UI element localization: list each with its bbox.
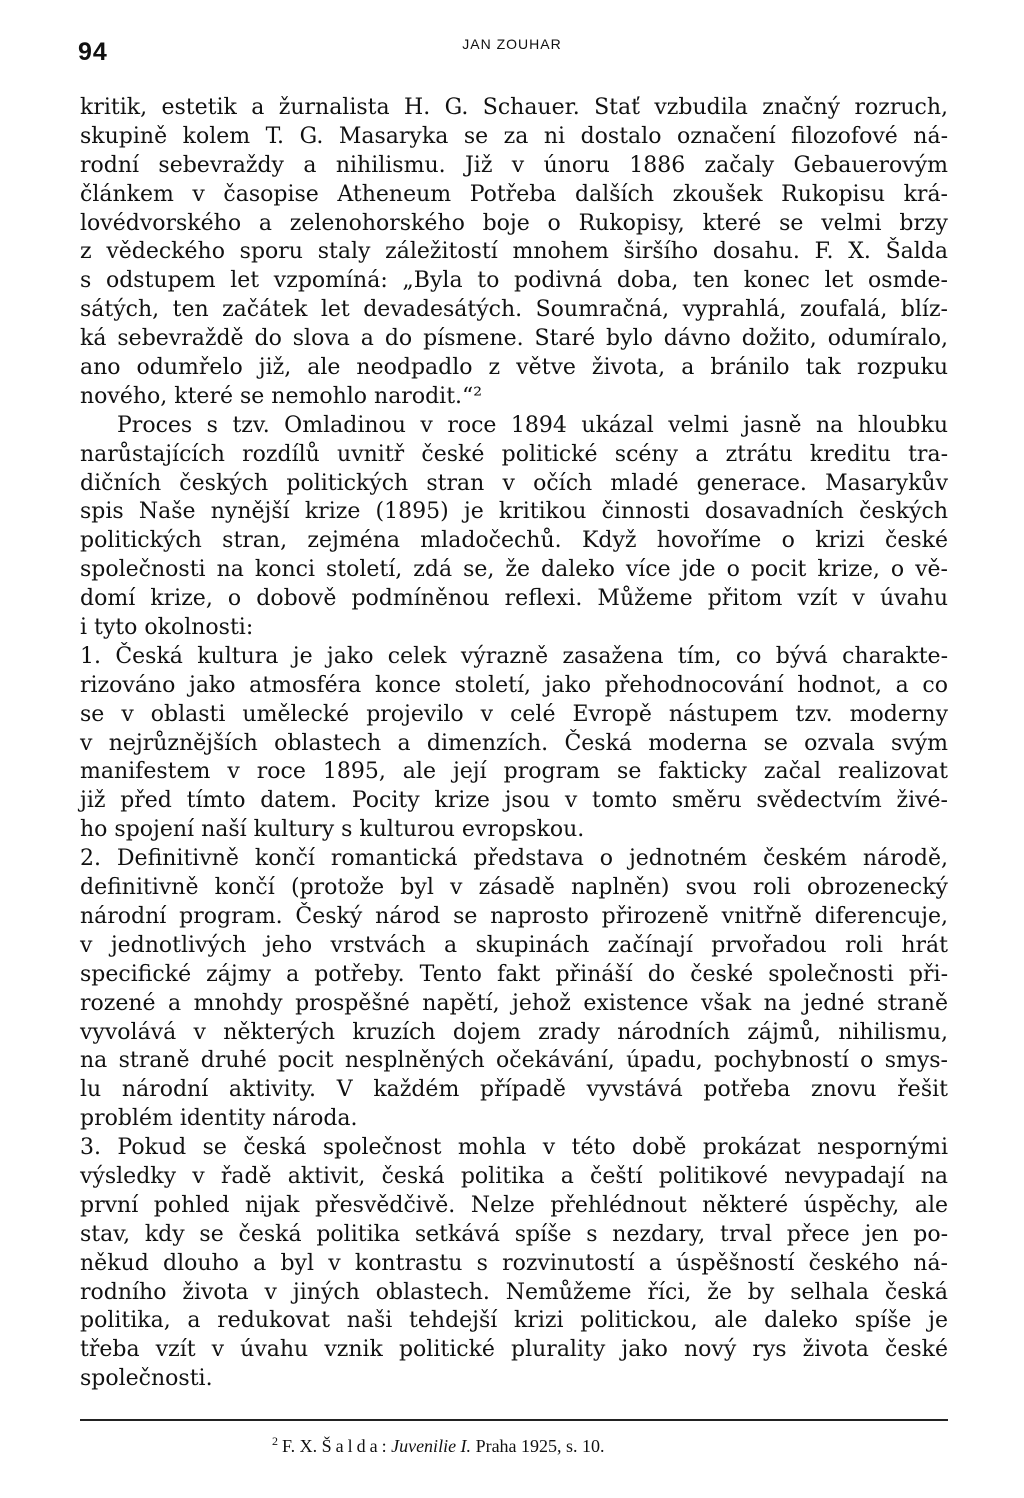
footnote-author-initials: F. X.: [282, 1436, 318, 1456]
text-line: v jednotlivých jeho vrstvách a skupinách začínají prvořadou roli hrát: [80, 932, 948, 958]
footnote-separator: :: [381, 1436, 387, 1456]
text-line: ká sebevraždě do slova a do písmene. Staré bylo dávno dožito, odumíralo,: [80, 326, 948, 352]
text-line: vyvolává v některých kruzích dojem zrady národních zájmů, nihilismu,: [80, 1019, 948, 1045]
text-line: problém identity národa.: [80, 1106, 358, 1132]
footnote-divider: [80, 1419, 948, 1421]
text-line: s odstupem let vzpomíná: „Byla to podivná doba, ten konec let osmde-: [80, 268, 948, 294]
text-line: politických stran, zejména mladočechů. Když hovoříme o krizi české: [80, 528, 948, 554]
text-line: politika, a redukovat naši tehdejší krizi politickou, ale daleko spíše je: [80, 1308, 948, 1334]
text-line: výsledky v řadě aktivit, česká politika a čeští politikové nevypadají na: [80, 1163, 948, 1189]
text-line: Proces s tzv. Omladinou v roce 1894 ukázal velmi jasně na hloubku: [117, 412, 948, 438]
text-line: 1. Česká kultura je jako celek výrazně zasažena tím, co bývá charakte-: [80, 643, 948, 669]
text-line: někud dlouho a byl v kontrastu s rozvinutostí a úspěšností českého ná-: [80, 1250, 948, 1276]
footnote-author-surname: Šalda: [321, 1436, 382, 1456]
text-line: definitivně končí (protože byl v zásadě naplněn) svou roli obrozenecký: [80, 875, 948, 901]
text-line: narůstajících rozdílů uvnitř české politické scény a ztrátu kreditu tra-: [80, 441, 948, 467]
text-line: národní program. Český národ se naprosto přirozeně vnitřně diferencuje,: [80, 903, 948, 929]
text-line: se v oblasti umělecké projevilo v celé Evropě nástupem tzv. moderny: [80, 701, 948, 727]
text-line: třeba vzít v úvahu vznik politické plurality jako nový rys života české: [80, 1337, 948, 1363]
text-line: specifické zájmy a potřeby. Tento fakt přináší do české společnosti při-: [80, 961, 948, 987]
text-line: z vědeckého sporu staly záležitostí mnohem širšího dosahu. F. X. Šalda: [80, 239, 948, 265]
text-line: i tyto okolnosti:: [80, 615, 254, 641]
text-line: ano odumřelo již, ale neodpadlo z větve života, a bránilo tak rozpuku: [80, 355, 948, 381]
text-line: na straně druhé pocit nesplněných očekávání, úpadu, pochybností o smys-: [80, 1048, 948, 1074]
text-line: sátých, ten začátek let devadesátých. Soumračná, vyprahlá, zoufalá, blíz-: [80, 297, 948, 323]
text-line: rodní sebevraždy a nihilismu. Již v únoru 1886 začaly Gebauerovým: [80, 152, 948, 178]
text-line: rozené a mnohdy prospěšné napětí, jehož existence však na jedné straně: [80, 990, 948, 1016]
text-line: dičních českých politických stran v očích mladé generace. Masarykův: [80, 470, 948, 496]
text-line: společnosti.: [80, 1366, 213, 1392]
text-line: nového, které se nemohlo narodit.“²: [80, 383, 483, 409]
footnote-title: Juvenilie I.: [391, 1436, 472, 1456]
page-number: 94: [78, 38, 108, 66]
text-line: 2. Definitivně končí romantická představa o jednotném českém národě,: [80, 846, 948, 872]
text-line: skupině kolem T. G. Masaryka se za ni dostalo označení filozofové ná-: [80, 123, 948, 149]
text-line: lu národní aktivity. V každém případě vyvstává potřeba znovu řešit: [80, 1077, 948, 1103]
text-line: kritik, estetik a žurnalista H. G. Schauer. Stať vzbudila značný rozruch,: [80, 95, 948, 120]
text-line: lovédvorského a zelenohorského boje o Rukopisy, které se velmi brzy: [80, 210, 948, 236]
text-line: již před tímto datem. Pocity krize jsou v tomto směru svědectvím živé-: [80, 788, 948, 814]
body-text: [80, 94, 948, 1394]
text-line: stav, kdy se česká politika setkává spíše s nezdary, trval přece jen po-: [80, 1221, 948, 1247]
text-line: 3. Pokud se česká společnost mohla v této době prokázat nespornými: [80, 1135, 948, 1161]
text-line: rodního života v jiných oblastech. Nemůžeme říci, že by selhala česká: [80, 1279, 948, 1305]
footnote: [272, 1434, 605, 1457]
text-line: první pohled nijak přesvědčivě. Nelze přehlédnout některé úspěchy, ale: [80, 1192, 948, 1218]
running-head: JAN ZOUHAR: [462, 36, 562, 52]
text-line: domí krize, o dobově podmíněnou reflexi. Můžeme přitom vzít v úvahu: [80, 586, 948, 612]
text-line: spis Naše nynější krize (1895) je kritikou činnosti dosavadních českých: [80, 499, 948, 525]
footnote-details: Praha 1925, s. 10.: [475, 1436, 605, 1456]
text-line: ho spojení naší kultury s kulturou evropskou.: [80, 817, 585, 843]
text-line: v nejrůznějších oblastech a dimenzích. Česká moderna se ozvala svým: [80, 730, 948, 756]
footnote-marker: 2: [272, 1434, 278, 1448]
text-line: rizováno jako atmosféra konce století, jako přehodnocování hodnot, a co: [80, 672, 948, 698]
text-line: článkem v časopise Atheneum Potřeba dalších zkoušek Rukopisu krá-: [80, 181, 948, 207]
text-line: manifestem v roce 1895, ale její program se fakticky začal realizovat: [80, 759, 948, 785]
text-line: společnosti na konci století, zdá se, že daleko více jde o pocit krize, o vě-: [80, 557, 948, 583]
page-header: [0, 36, 1024, 64]
